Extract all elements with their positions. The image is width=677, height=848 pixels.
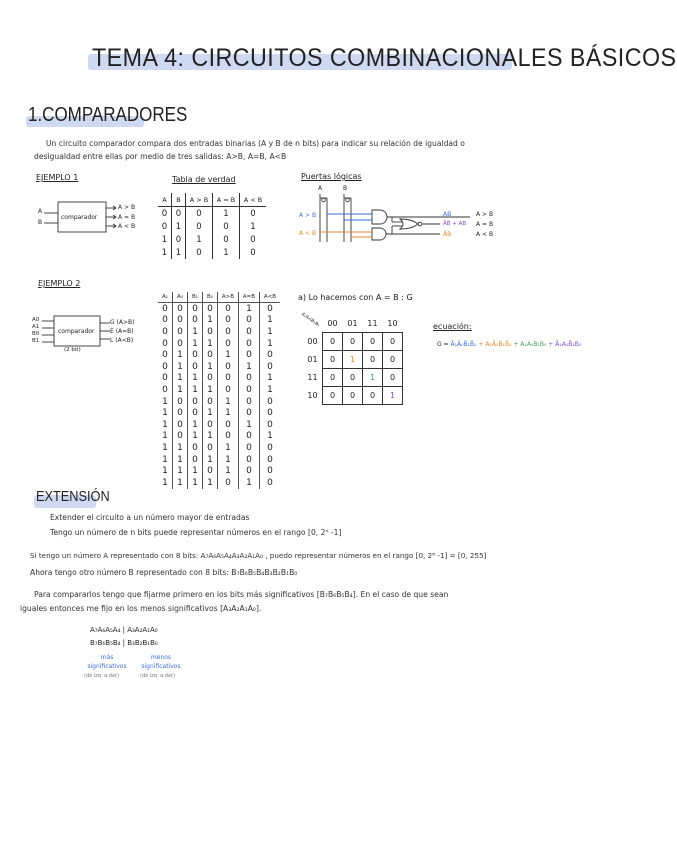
kmap-cell-highlight: 1 bbox=[383, 387, 403, 405]
table-cell: 1 bbox=[239, 419, 260, 431]
table-cell: 1 bbox=[260, 315, 281, 327]
and-gate-1 bbox=[372, 210, 387, 224]
more-significant-label: más significativos bbox=[87, 654, 127, 670]
table-cell: 0 bbox=[162, 303, 168, 314]
extension-line-1: Extender el circuito a un número mayor de entradas bbox=[50, 513, 250, 522]
table-row bbox=[158, 407, 280, 419]
table-cell: 1 bbox=[172, 246, 186, 259]
table-cell: 0 bbox=[186, 220, 213, 233]
kmap-row-label: 01 bbox=[307, 355, 318, 364]
table-cell: 0 bbox=[218, 361, 239, 373]
table-cell: 0 bbox=[188, 303, 203, 315]
kmap-cell: 0 bbox=[323, 333, 343, 351]
table-row bbox=[158, 373, 280, 385]
table-cell: 0 bbox=[218, 338, 239, 350]
table-cell: 0 bbox=[162, 361, 168, 372]
gates-in-lt: A < B bbox=[299, 230, 317, 237]
table-cell: 1 bbox=[188, 384, 203, 396]
example1-label: EJEMPLO 1 bbox=[36, 173, 79, 182]
ex2-bits-label: (2 bit) bbox=[64, 347, 81, 353]
kmap-cell: 0 bbox=[383, 351, 403, 369]
table-cell: 0 bbox=[260, 407, 281, 419]
table-cell: 1 bbox=[218, 454, 239, 466]
table-cell: 0 bbox=[213, 233, 240, 246]
equation-term-4: + Ā₁A₀B̄₁B₀ bbox=[546, 341, 582, 348]
intro-line-1: Un circuito comparador compara dos entradas binarias (A y B de n bits) para indicar su relación de igualdad o bbox=[46, 139, 465, 148]
table-row bbox=[158, 419, 280, 431]
table-cell: 0 bbox=[239, 431, 260, 443]
ex2-input-a0: A0 bbox=[32, 317, 40, 323]
table-cell: 1 bbox=[188, 338, 203, 350]
ex1-output-eq: A = B bbox=[118, 214, 136, 221]
table-cell: 0 bbox=[260, 419, 281, 431]
gates-title: Puertas lógicas bbox=[301, 172, 362, 181]
section-heading: 1.COMPARADORES bbox=[28, 104, 188, 126]
kmap-col: 00 bbox=[327, 319, 338, 328]
nor-gate bbox=[400, 219, 418, 229]
table-cell: 0 bbox=[161, 208, 168, 219]
gates-input-b: B bbox=[343, 185, 348, 192]
table-cell: 0 bbox=[239, 349, 260, 361]
table-cell: 1 bbox=[239, 361, 260, 373]
table-header: A > B bbox=[186, 193, 213, 207]
table-cell: 1 bbox=[260, 326, 281, 338]
table-cell: 0 bbox=[239, 407, 260, 419]
table-cell: 1 bbox=[188, 477, 203, 489]
table-cell: 0 bbox=[188, 396, 203, 408]
table-cell: 0 bbox=[161, 221, 168, 232]
kmap-col: 10 bbox=[387, 319, 398, 328]
table-cell: 0 bbox=[173, 407, 188, 419]
table-row bbox=[158, 477, 280, 489]
ex2-input-a1: A1 bbox=[32, 324, 40, 330]
table-cell: 1 bbox=[260, 373, 281, 385]
table-row bbox=[158, 220, 266, 233]
table-row bbox=[158, 233, 266, 246]
table-row bbox=[158, 442, 280, 454]
table-cell: 0 bbox=[260, 361, 281, 373]
table-cell: 0 bbox=[162, 384, 168, 395]
table-row bbox=[158, 303, 280, 315]
page-title: TEMA 4: CIRCUITOS COMBINACIONALES BÁSICOS bbox=[92, 44, 677, 72]
table-cell: 0 bbox=[173, 338, 188, 350]
table-cell: 0 bbox=[188, 361, 203, 373]
table-cell: 1 bbox=[218, 349, 239, 361]
table-cell: 0 bbox=[203, 465, 218, 477]
less-significant-note: (de izq. a der) bbox=[140, 673, 176, 679]
table-cell: 1 bbox=[239, 303, 260, 315]
table-cell: 1 bbox=[188, 431, 203, 443]
table-cell: 0 bbox=[218, 303, 239, 315]
table-cell: 0 bbox=[240, 246, 267, 259]
kmap-cell-highlight: 1 bbox=[363, 369, 383, 387]
table-header: A>B bbox=[218, 292, 239, 303]
table-row bbox=[158, 454, 280, 466]
table-cell: 0 bbox=[203, 303, 218, 315]
ex2-input-b1: B1 bbox=[32, 338, 40, 344]
table-cell: 0 bbox=[162, 326, 168, 337]
table-cell: 1 bbox=[172, 220, 186, 233]
kmap-cell: 0 bbox=[343, 387, 363, 405]
kmap-row bbox=[303, 351, 403, 369]
table-cell: 0 bbox=[239, 396, 260, 408]
table-cell: 0 bbox=[188, 349, 203, 361]
table-cell: 1 bbox=[162, 431, 168, 442]
equation-term-1: Ā₁Ā₀B̄₁B̄₀ bbox=[450, 341, 477, 348]
gates-out-3: ĀB bbox=[443, 231, 452, 238]
table-cell: 0 bbox=[240, 207, 267, 221]
kmap-row-label: 00 bbox=[307, 337, 318, 346]
table-cell: 0 bbox=[203, 373, 218, 385]
table-cell: 1 bbox=[203, 315, 218, 327]
table-header-row bbox=[158, 292, 280, 303]
less-significant-label: menos significativos bbox=[141, 654, 181, 670]
kmap-cell-highlight: 1 bbox=[343, 351, 363, 369]
table-row bbox=[158, 315, 280, 327]
table-cell: 1 bbox=[203, 477, 218, 489]
table-cell: 0 bbox=[239, 326, 260, 338]
table-cell: 1 bbox=[173, 361, 188, 373]
extension-line-2: Tengo un número de n bits puede representar números en el rango [0, 2ⁿ -1] bbox=[50, 528, 342, 537]
table-cell: 0 bbox=[173, 315, 188, 327]
table-cell: 1 bbox=[213, 246, 240, 259]
table-cell: 1 bbox=[188, 419, 203, 431]
table-row bbox=[158, 431, 280, 443]
karnaugh-map bbox=[303, 315, 403, 405]
table-cell: 1 bbox=[173, 442, 188, 454]
table-cell: 0 bbox=[173, 419, 188, 431]
table-header: A bbox=[158, 193, 172, 207]
truth-table-title: Tabla de verdad bbox=[172, 175, 236, 184]
extension-line-6: iguales entonces me fijo en los menos significativos [A₃A₂A₁A₀]. bbox=[20, 604, 262, 613]
table-row bbox=[158, 361, 280, 373]
table-cell: 1 bbox=[188, 326, 203, 338]
gates-out-1: AB bbox=[443, 211, 452, 218]
table-cell: 1 bbox=[173, 454, 188, 466]
table-cell: 0 bbox=[173, 303, 188, 315]
example2-label: EJEMPLO 2 bbox=[38, 279, 81, 288]
kmap-row-label: 11 bbox=[307, 373, 318, 382]
split-bottom: B₇B₆B₅B₄ | B₃B₂B₁B₀ bbox=[90, 639, 158, 647]
table-cell: 1 bbox=[186, 233, 213, 246]
more-significant-note: (de izq. a der) bbox=[84, 673, 120, 679]
table-header: A₀ bbox=[173, 292, 188, 303]
gates-result-gt: A > B bbox=[476, 211, 494, 218]
table-header: A < B bbox=[240, 193, 267, 207]
table-cell: 0 bbox=[188, 315, 203, 327]
table-row bbox=[158, 338, 280, 350]
table-header: B₁ bbox=[188, 292, 203, 303]
table-cell: 0 bbox=[203, 442, 218, 454]
table-cell: 0 bbox=[260, 454, 281, 466]
kmap-cell: 0 bbox=[363, 351, 383, 369]
table-cell: 0 bbox=[239, 315, 260, 327]
kmap-row-label: 10 bbox=[307, 391, 318, 400]
table-row bbox=[158, 396, 280, 408]
table-cell: 0 bbox=[172, 233, 186, 246]
table-cell: 0 bbox=[239, 384, 260, 396]
table-row bbox=[158, 384, 280, 396]
table-cell: 1 bbox=[173, 373, 188, 385]
table-cell: 0 bbox=[203, 326, 218, 338]
kmap-cell: 0 bbox=[343, 369, 363, 387]
table-cell: 1 bbox=[203, 454, 218, 466]
table-cell: 1 bbox=[240, 220, 267, 233]
table-cell: 0 bbox=[218, 326, 239, 338]
table-cell: 0 bbox=[218, 477, 239, 489]
table-cell: 0 bbox=[173, 326, 188, 338]
table-row bbox=[158, 207, 266, 221]
table-cell: 0 bbox=[186, 246, 213, 259]
table-cell: 0 bbox=[186, 207, 213, 221]
split-top: A₇A₆A₅A₄ | A₃A₂A₁A₀ bbox=[90, 626, 158, 634]
ex2-input-b0: B0 bbox=[32, 331, 40, 337]
table-cell: 0 bbox=[188, 442, 203, 454]
kmap-row bbox=[303, 387, 403, 405]
table-cell: 1 bbox=[162, 442, 168, 453]
table-cell: 1 bbox=[213, 207, 240, 221]
kmap-cell: 0 bbox=[323, 351, 343, 369]
table-cell: 0 bbox=[239, 338, 260, 350]
table-header: A₁ bbox=[158, 292, 173, 303]
table-cell: 0 bbox=[218, 373, 239, 385]
table-cell: 0 bbox=[260, 396, 281, 408]
table-cell: 0 bbox=[260, 349, 281, 361]
kmap-row bbox=[303, 333, 403, 351]
table-cell: 0 bbox=[239, 442, 260, 454]
table-cell: 1 bbox=[162, 408, 168, 419]
table-cell: 0 bbox=[260, 477, 281, 489]
table-cell: 1 bbox=[218, 396, 239, 408]
table-cell: 0 bbox=[172, 207, 186, 221]
table-header: A<B bbox=[260, 292, 281, 303]
table-row bbox=[158, 465, 280, 477]
table-row bbox=[158, 349, 280, 361]
table-cell: 0 bbox=[213, 220, 240, 233]
kmap-cell: 0 bbox=[323, 369, 343, 387]
ex2-output-l: L (A<B) bbox=[110, 337, 134, 344]
table-row bbox=[158, 246, 266, 259]
table-header-row bbox=[158, 193, 266, 207]
table-cell: 1 bbox=[203, 338, 218, 350]
equation-term-3: + A₁A₀B₁B₀ bbox=[511, 341, 547, 348]
table-cell: 0 bbox=[218, 384, 239, 396]
table-cell: 0 bbox=[173, 431, 188, 443]
table-cell: 0 bbox=[203, 349, 218, 361]
extension-heading: EXTENSIÓN bbox=[36, 488, 110, 505]
table-cell: 0 bbox=[239, 454, 260, 466]
logic-gates-diagram bbox=[300, 192, 460, 244]
table-header: A=B bbox=[239, 292, 260, 303]
table-header: B bbox=[172, 193, 186, 207]
table-cell: 0 bbox=[218, 431, 239, 443]
table-cell: 1 bbox=[188, 465, 203, 477]
kmap-row bbox=[303, 369, 403, 387]
equation-label: ecuación: bbox=[433, 322, 472, 331]
extension-line-3: Si tengo un número A representado con 8 bits: A₇A₆A₅A₄A₃A₂A₁A₀ , puedo representar números en el rango [0, 2⁸ -1] = [0, 255] bbox=[30, 551, 487, 560]
kmap-col: 01 bbox=[347, 319, 358, 328]
ex2-block-label: comparador bbox=[58, 328, 95, 335]
table-cell: 1 bbox=[162, 477, 168, 488]
table-cell: 1 bbox=[203, 384, 218, 396]
table-cell: 0 bbox=[203, 396, 218, 408]
table-cell: 1 bbox=[239, 477, 260, 489]
table-cell: 0 bbox=[162, 315, 168, 326]
ex2-output-e: E (A=B) bbox=[110, 328, 134, 335]
extension-line-5: Para compararlos tengo que fijarme primero en los bits más significativos [B₇B₆B₅B₄]. En el caso de que sean bbox=[34, 590, 449, 599]
table-row bbox=[158, 326, 280, 338]
table-cell: 1 bbox=[203, 431, 218, 443]
gates-input-a: A bbox=[318, 185, 323, 192]
table-cell: 0 bbox=[162, 338, 168, 349]
kmap-cell: 0 bbox=[383, 369, 403, 387]
table-cell: 1 bbox=[162, 454, 168, 465]
kmap-cell: 0 bbox=[343, 333, 363, 351]
table-header: B₀ bbox=[203, 292, 218, 303]
table-cell: 0 bbox=[188, 454, 203, 466]
table-cell: 0 bbox=[260, 465, 281, 477]
ex2-output-g: G (A>B) bbox=[110, 319, 135, 326]
table-cell: 1 bbox=[203, 407, 218, 419]
table-cell: 0 bbox=[260, 442, 281, 454]
kmap-title: a) Lo hacemos con A = B : G bbox=[298, 293, 413, 302]
table-cell: 0 bbox=[239, 465, 260, 477]
table-cell: 1 bbox=[162, 396, 168, 407]
table-cell: 0 bbox=[218, 315, 239, 327]
table-cell: 1 bbox=[188, 373, 203, 385]
table-cell: 1 bbox=[173, 349, 188, 361]
table-cell: 1 bbox=[218, 442, 239, 454]
table-cell: 0 bbox=[162, 350, 168, 361]
table-cell: 1 bbox=[162, 466, 168, 477]
ex1-output-gt: A > B bbox=[118, 204, 136, 211]
kmap-cell: 0 bbox=[323, 387, 343, 405]
table-cell: 1 bbox=[161, 247, 168, 258]
table-cell: 1 bbox=[218, 407, 239, 419]
table-cell: 1 bbox=[173, 384, 188, 396]
table-cell: 1 bbox=[161, 234, 168, 245]
equation bbox=[437, 341, 581, 348]
table-cell: 1 bbox=[218, 465, 239, 477]
gates-out-2: ĀB̄ + AB bbox=[443, 221, 467, 227]
ex1-block-label: comparador bbox=[61, 214, 98, 221]
table-cell: 1 bbox=[203, 361, 218, 373]
table-cell: 0 bbox=[239, 373, 260, 385]
table-cell: 1 bbox=[260, 431, 281, 443]
extension-line-4: Ahora tengo otro número B representado con 8 bits: B₇B₆B₅B₄B₃B₂B₁B₀ bbox=[30, 568, 298, 577]
table-cell: 0 bbox=[162, 373, 168, 384]
ex1-input-b: B bbox=[38, 219, 43, 226]
table-cell: 0 bbox=[260, 303, 281, 315]
kmap-cell: 0 bbox=[363, 333, 383, 351]
table-cell: 1 bbox=[162, 419, 168, 430]
gates-result-lt: A < B bbox=[476, 231, 494, 238]
kmap-header-row bbox=[303, 315, 403, 333]
ex1-input-a: A bbox=[38, 208, 43, 215]
table-cell: 0 bbox=[173, 396, 188, 408]
kmap-col: 11 bbox=[367, 319, 378, 328]
kmap-cell: 0 bbox=[383, 333, 403, 351]
table-cell: 1 bbox=[260, 384, 281, 396]
intro-line-2: desigualdad entre ellas por medio de tres salidas: A>B, A=B, A<B bbox=[34, 152, 287, 161]
table-cell: 0 bbox=[218, 419, 239, 431]
table-cell: 0 bbox=[240, 233, 267, 246]
truth-table-2 bbox=[158, 292, 280, 489]
equation-term-2: + A₁Ā₀B₁B̄₀ bbox=[476, 341, 512, 348]
table-cell: 0 bbox=[203, 419, 218, 431]
table-cell: 1 bbox=[173, 465, 188, 477]
gates-in-gt: A > B bbox=[299, 212, 317, 219]
table-cell: 1 bbox=[260, 338, 281, 350]
table-cell: 0 bbox=[188, 407, 203, 419]
kmap-cell: 0 bbox=[363, 387, 383, 405]
truth-table-1 bbox=[158, 193, 266, 259]
gates-result-eq: A = B bbox=[476, 221, 494, 228]
ex1-output-lt: A < B bbox=[118, 223, 136, 230]
table-header: A = B bbox=[213, 193, 240, 207]
kmap-corner: A₁A₀\B₁B₀ bbox=[300, 312, 321, 329]
table-cell: 1 bbox=[173, 477, 188, 489]
and-gate-2 bbox=[372, 228, 386, 240]
equation-lhs: G = bbox=[437, 341, 451, 348]
